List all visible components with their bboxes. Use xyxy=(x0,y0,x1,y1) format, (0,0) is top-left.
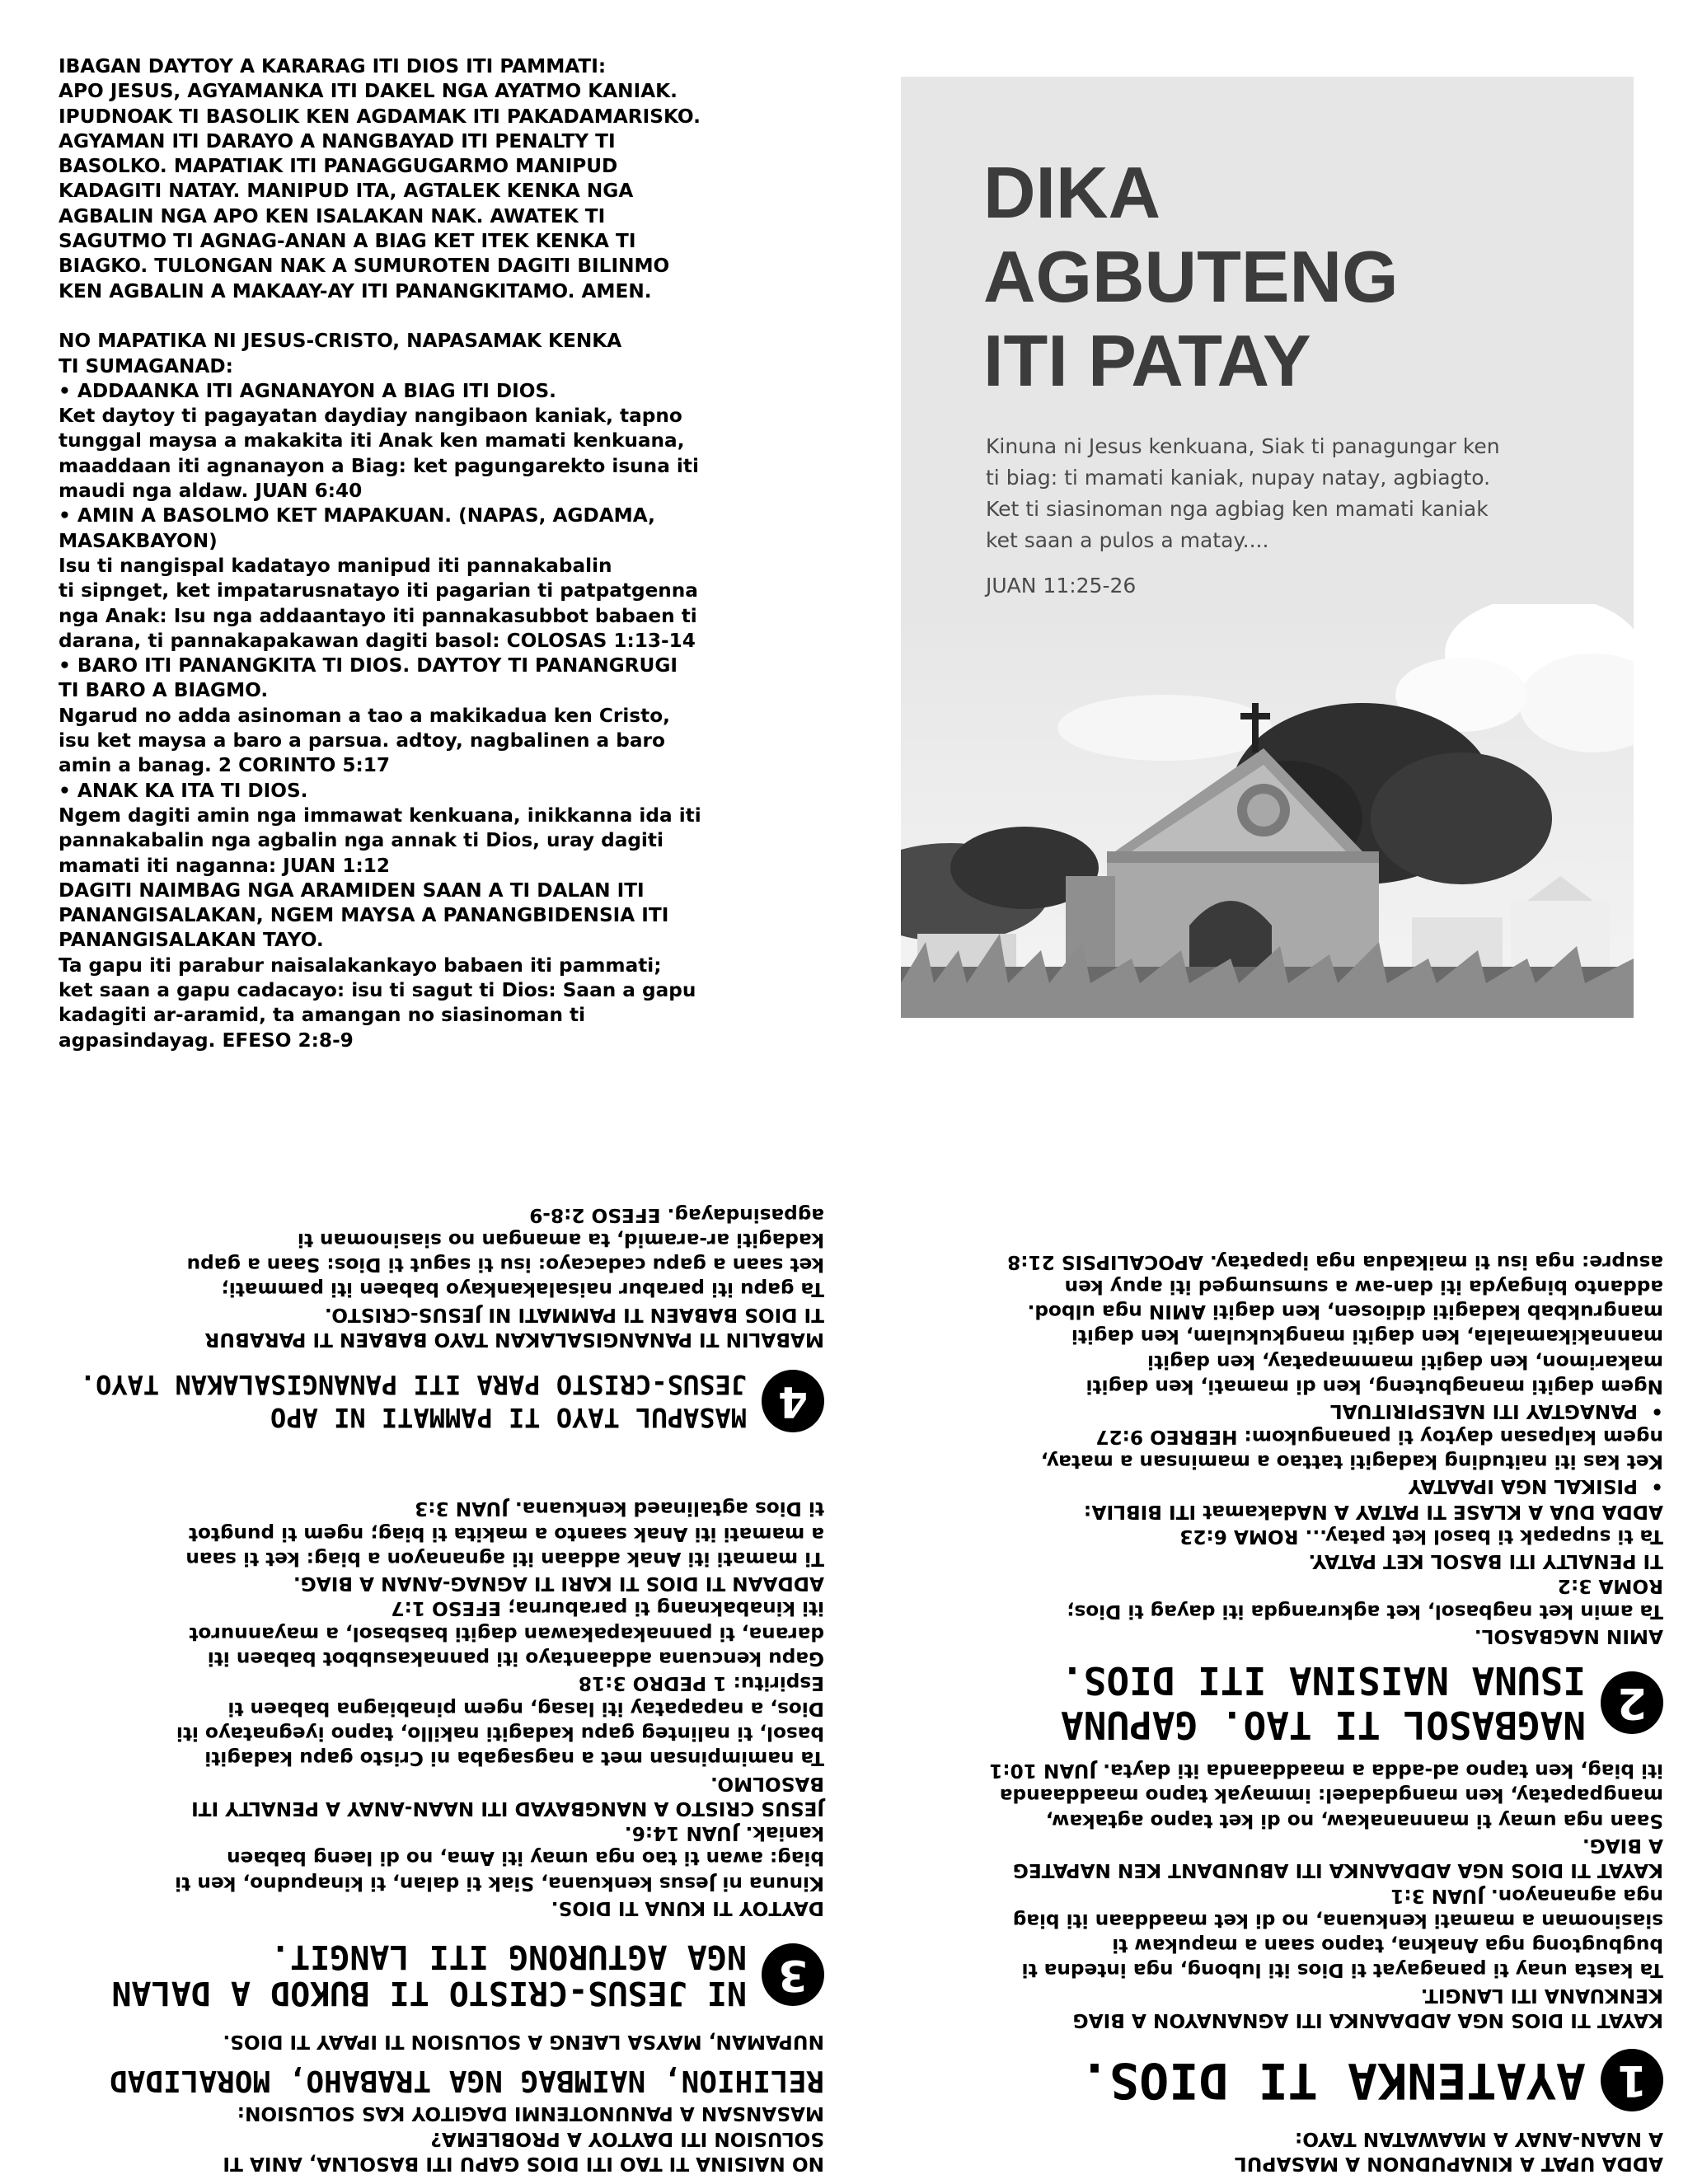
section-4 xyxy=(33,1203,824,1434)
cover-quote: Kinuna ni Jesus kenkuana, Siak ti panagungar ken ti biag: ti mamati kaniak, nupay natay, agbiagto. Ket ti siasinoman nga agbiag ken mamati kaniak ket saan a pulos a matay.... xyxy=(986,434,1500,552)
panel-sections-1-2 xyxy=(874,1088,1663,2176)
panel-sections-3-4 xyxy=(33,1088,824,2176)
section-title: AYATENKA TI DIOS. xyxy=(1079,2051,1586,2109)
cover-title: DIKA AGBUTENG ITI PATAY xyxy=(983,152,1399,401)
section-title: NAGBASOL TI TAO. GAPUNA ISUNA NAISINA ITI DIOS. xyxy=(1061,1658,1586,1747)
cover-reference: JUAN 11:25-26 xyxy=(986,574,1137,598)
intro-after: NUPAMAN, MAYSA LAENG A SOLUSION TI IPAAY TI DIOS. xyxy=(223,2031,824,2053)
number-badge: 4 xyxy=(762,1370,824,1432)
number-badge: 1 xyxy=(1601,2049,1663,2111)
section-body: KAYAT TI DIOS NGA ADDAANKA ITI AGNANAYON A BIAG KENKUANA ITI LANGIT. Ta kasta unay ti panagayat ti Dios iti lubong, nga intedna ti bugbugtong nga Anakna, tapno saan a mapukaw ti siasinoman a mamati kenkuana, no di ket maaddaan iti biag nga agnanayon. JUAN 3:1 KAYAT TI DIOS NGA ADDAANKA ITI ABUNDANT KEN NAPATEG A BIAG. Saan nga umay ti mannanakaw, no di ket tapno agtakaw, mangpapatay, ken mangdadael: immayak tapno maaddaanda iti biag, ken tapno ad-adda a maaddaanda iti dayta. JUAN 10:1 xyxy=(989,1760,1663,2032)
prayer-text: IBAGAN DAYTOY A KARARAG ITI DIOS ITI PAMMATI: APO JESUS, AGYAMANKA ITI DAKEL NGA AYATMO KANIAK. IPUDNOAK TI BASOLIK KEN AGDAMAK ITI PAKADAMARISKO. AGYAMAN ITI DARAYO A NANGBAYAD ITI PENALTY TI BASOLKO. MAPATIAK ITI PANAGGUGARMO MANIPUD KADAGITI NATAY. MANIPUD ITA, AGTALEK KENKA NGA AGBALIN NGA APO KEN ISALAKAN NAK. AWATEK TI SAGUTMO TI AGNAG-ANAN A BIAG KET ITEK KENKA TI BIAGKO. TULONGAN NAK A SUMUROTEN DAGITI BILINMO KEN AGBALIN A MAKAAY-AY ITI PANANGKITAMO. AMEN. NO MAPATIKA NI JESUS-CRISTO, NAPASAMAK KENKA TI SUMAGANAD: • ADDAANKA ITI AGNANAYON A BIAG ITI DIOS. Ket daytoy ti pagayatan daydiay nangibaon kaniak, tapno tunggal maysa a makakita iti Anak ken mamati kenkuana, maaddaan iti agnanayon a Biag: ket pagungarekto isuna iti maudi nga aldaw. JUAN 6:40 • AMIN A BASOLMO KET MAPAKUAN. (NAPAS, AGDAMA, MASAKBAYON) Isu ti nangispal kadatayo manipud iti pannakabalin ti sipnget, ket impatarusnatayo iti pagarian ti patpatgenna nga Anak: Isu nga addaantayo iti pannakasubbot babaen ti darana, ti pannakapakawan dagiti basol: COLOSAS 1:13-14 • BARO ITI PANANGKITA TI DIOS. DAYTOY TI PANANGRUGI TI BARO A BIAGMO. Ngarud no adda asinoman a tao a makikadua ken Cristo, isu ket maysa a baro a parsua. adtoy, nagbalinen a baro amin a banag. 2 CORINTO 5:17 • ANAK KA ITA TI DIOS. Ngem dagiti amin nga immawat kenkuana, inikkanna ida iti pannakabalin nga agbalin nga annak ti Dios, uray dagiti mamati iti naganna: JUAN 1:12 DAGITI NAIMBAG NGA ARAMIDEN SAAN A TI DALAN ITI PANANGISALAKAN, NGEM MAYSA A PANANGBIDENSIA ITI PANANGISALAKAN TAYO. Ta gapu iti parabur naisalakankayo babaen iti pammati; ket saan a gapu cadacayo: isu ti sagut ti Dios: Saan a gapu kadagiti ar-aramid, ta amangan no siasinoman ti agpasindayag. EFESO 2:8-9 xyxy=(59,55,701,1052)
section-1 xyxy=(874,1760,1663,2111)
church-photo xyxy=(901,604,1634,1018)
intro-text: ADDA UPAT A KINAPUDNON A MASAPUL A NAAN-ANAY A MAAWATAN TAYO: xyxy=(1234,2127,1663,2175)
section-title: NI JESUS-CRISTO TI BUKOD A DALAN NGA AGTURONG ITI LANGIT. xyxy=(111,1938,747,2012)
section-1-heading xyxy=(874,2049,1663,2111)
section-4-heading xyxy=(33,1368,824,1434)
section-3-heading xyxy=(33,1938,824,2011)
cover-panel xyxy=(901,77,1634,1018)
number-badge: 3 xyxy=(762,1943,824,2006)
section-2-heading xyxy=(874,1658,1663,1747)
intro-text: NO NAISINA TI TAO ITI DIOS GAPU ITI BASOLNA, ANIA TI SOLUSION ITI DAYTOY A PROBLEMA? MASANSAN A PANUNOTENMI DAGITOY KAS SOLUSION: xyxy=(223,2102,824,2175)
intro-emphasis: RELIHION, NAIMBAG NGA TRABAHO, MORALIDAD xyxy=(110,2064,824,2097)
section-3 xyxy=(33,1497,824,2012)
section-body: AMIN NAGBASOL. Ta amin ket nagbasol, ket agkurangda iti dayag ti Dios; ROMA 3:2 TI PENALTY ITI BASOL KET PATAY. Ta ti supapak ti basol ket patay... ROMA 6:23 ADDA DUA A KLASE TI PATAY A NAdakamat ITI BIBLIA: • PISIKAL NGA IPAATAY Ket kas iti naituding kadagiti tattao a maminsan a matay, ngem kalpasan daytoy ti panangukom: HEBREO 9:27 • PANAGTAY ITI NAESPIRITUAL Ngem dagiti managbuteng, ken di mamati, ken dagiti makarimon, ken dagiti mammapatay, ken dagiti mannakikamalala, ken dagiti mangkukulam, ken dagiti mangrukbab kadagiti didiosen, ken dagiti AMIN nga ulbod. addanto bingayda iti dan-aw a sumsumged iti apuy ken asupre: nga isu ti maikadua nga ipapatay. APOCALIPSIS 21:8 xyxy=(1007,1250,1663,1647)
section-body: DAYTOY TI KUNA TI DIOS. Kinuna ni Jesus kenkuana, Siak ti dalan, ti kinapudno, ken ti biag: awan ti tao nga umay iti Ama, no di laeng babaen kaniak. JUAN 14:6. JESUS CRISTO A NANGBAYAD ITI NAAN-ANAY A PENALTY ITI BASOLMO. Ta namimpinsan met a nagsagaba ni Cristo gapu kadagiti basol, ti nalinteg gapu kadagiti nakillo, tapno iyegnatayo iti Dios, a napapatay iti lasag, ngem pinabiagna babaen ti Espiritu: 1 PEDRO 3:18 Gapu kencuana addaantayo iti pannakasubbot babaen iti darana, ti pannakapakawan dagiti basbasol, a mayannurot iti kinabaknang ti paraburna; EFESO 1:7 ADDAAN TI DIOS TI KARI TI AGNAG-ANAN A BIAG. Ti mamati iti Anak addaan iti agnanayon a biag: ket ti saan a mamati iti Anak saanto a makita ti biag; ngem ti pungtot ti Dios agtalinaed kenkuana. JUAN 3:3 xyxy=(175,1497,824,1919)
number-badge: 2 xyxy=(1601,1671,1663,1734)
section-title: MASAPUL TAYO TI PAMMATI NI APO JESUS-CRISTO PARA ITI PANANGISALAKAN TAYO. xyxy=(79,1369,747,1433)
section-2 xyxy=(874,1250,1663,1747)
section-body: MABALIN TI PANANGISALAKAN TAYO BABAEN TI PARABUR TI DIOS BABAEN TI PAMMATI NI JESUS-CRISTO. Ta gapu iti parabur naisalakankayo babaen iti pammati; ket saan a gapu cadacayo: isu ti sagut ti Dios: Saan a gapu kadagiti ar-aramid, ta amangan no siasinoman ti agpasindayag. EFESO 2:8-9 xyxy=(186,1203,824,1351)
